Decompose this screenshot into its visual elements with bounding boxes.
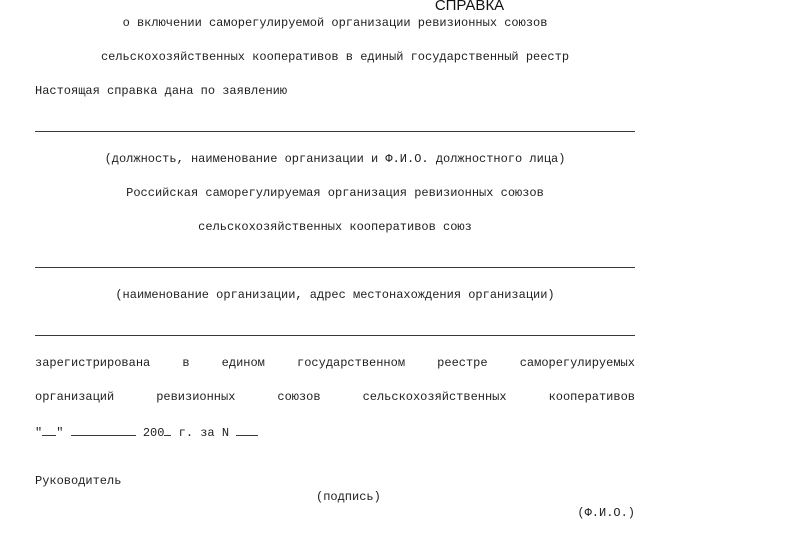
organization-line-1: Российская саморегулируемая организация ревизионных союзов bbox=[126, 186, 544, 200]
position-caption: (должность, наименование организации и Ф.И.О. должностного лица) bbox=[104, 152, 566, 166]
number-blank bbox=[236, 423, 258, 436]
name-label: (Ф.И.О.) bbox=[577, 506, 635, 520]
organizations-line bbox=[35, 389, 635, 405]
date-quote-close: " bbox=[56, 426, 64, 440]
organizations-word: ревизионных bbox=[156, 390, 236, 404]
applicant-blank-line bbox=[35, 131, 635, 132]
registered-word: едином bbox=[221, 356, 265, 370]
registered-line bbox=[35, 355, 635, 371]
month-blank bbox=[71, 423, 136, 436]
organization-caption: (наименование организации, адрес местонахождения организации) bbox=[115, 288, 555, 302]
intro-text: Настоящая справка дана по заявлению bbox=[35, 84, 288, 98]
registered-word: в bbox=[182, 356, 190, 370]
signature-line bbox=[35, 457, 635, 537]
organization-blank-line bbox=[35, 267, 635, 268]
document-title: СПРАВКА bbox=[434, 0, 505, 14]
organizations-word: организаций bbox=[35, 390, 115, 404]
year-suffix: г. bbox=[178, 426, 194, 440]
head-label: Руководитель bbox=[35, 474, 122, 488]
year-prefix: 200 bbox=[142, 426, 165, 440]
registered-word: саморегулируемых bbox=[519, 356, 635, 370]
organization-line-2: сельскохозяйственных кооперативов союз bbox=[198, 220, 472, 234]
date-line bbox=[35, 423, 635, 441]
address-blank-line bbox=[35, 335, 635, 336]
registered-word: государственном bbox=[297, 356, 406, 370]
subtitle-line-2: сельскохозяйственных кооперативов в единый государственный реестр bbox=[100, 50, 570, 64]
organizations-word: кооперативов bbox=[548, 390, 635, 404]
subtitle-line-1: о включении саморегулируемой организации ревизионных союзов bbox=[122, 16, 548, 30]
day-blank bbox=[42, 423, 56, 436]
registered-word: реестре bbox=[437, 356, 488, 370]
number-label: за N bbox=[200, 426, 230, 440]
date-quote-open: " bbox=[35, 426, 43, 440]
organizations-word: союзов bbox=[277, 390, 321, 404]
registered-word: зарегистрирована bbox=[35, 356, 151, 370]
organizations-word: сельскохозяйственных bbox=[362, 390, 507, 404]
signature-label: (подпись) bbox=[316, 490, 381, 504]
year-blank bbox=[164, 423, 171, 436]
